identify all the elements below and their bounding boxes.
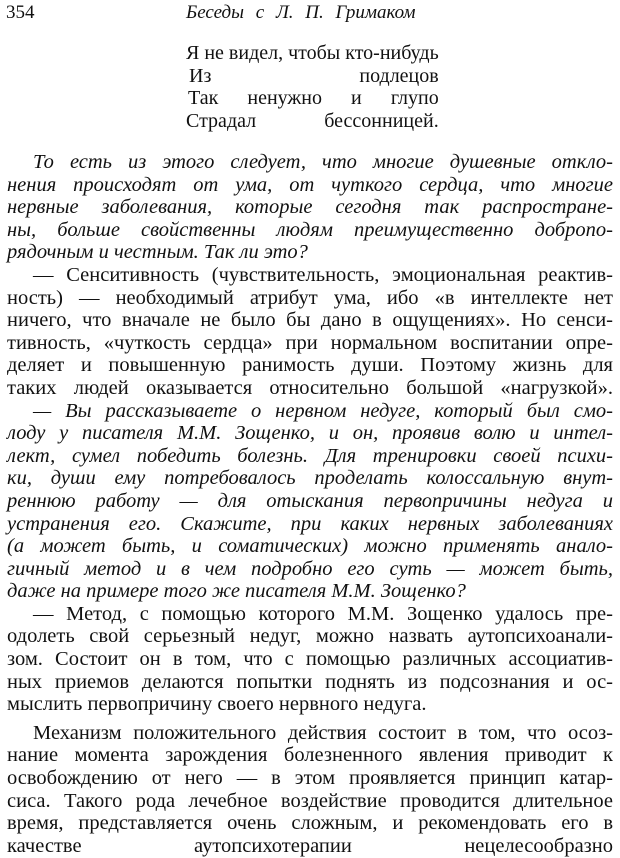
question-paragraph <box>7 151 613 264</box>
text-line: ных приемов делаются попытки поднять из подсознания и ос- <box>7 670 613 693</box>
text-line: — Вы рассказываете о нервном недуге, который был смо- <box>33 399 613 422</box>
text-line: мыслить первопричину своего нервного недуга. <box>7 693 427 716</box>
text-line: лоду у писателя М.М. Зощенко, и он, проявив волю и интел- <box>7 422 613 445</box>
text-line: даже на примере того же писателя М.М. Зощенко? <box>7 580 466 603</box>
text-line: деляет и повышенную ранимость души. Поэтому жизнь для <box>7 354 613 377</box>
text-line: (а может быть, и соматических) можно применять анало- <box>7 535 613 558</box>
text-line: сиса. Такого рода лечебное воздействие проводится длительное <box>7 789 613 812</box>
text-line: — Метод, с помощью которого М.М. Зощенко удалось пре- <box>33 602 613 625</box>
text-line: зом. Состоит он в том, что с помощью различных ассоциатив- <box>7 648 613 671</box>
text-line: освобождению от него — в этом проявляется принцип катар- <box>7 767 613 790</box>
text-line: одолеть свой серьезный недуг, можно назвать аутопсихоанали- <box>7 625 613 648</box>
poem-line: Я не видел, чтобы кто-нибудь <box>186 42 439 64</box>
body-paragraph <box>7 722 613 858</box>
text-line: рядочным и честным. Так ли это? <box>7 241 308 264</box>
text-line: — Сенситивность (чувствительность, эмоциональная реактив- <box>33 263 613 286</box>
poem-line: Из подлецов <box>189 64 439 87</box>
running-head: Беседы с Л. П. Гримаком <box>186 2 416 23</box>
text-line: тивность, «чуткость сердца» при нормальном воспитании опре- <box>7 331 613 354</box>
text-line: устранения его. Скажите, при каких нервных заболеваниях <box>7 512 613 535</box>
question-paragraph <box>7 400 613 603</box>
text-line: ничего, что вначале не было бы дано в ощущениях». Но сенси- <box>7 309 613 332</box>
text-line: ны, больше свойственны людям преимущественно добропо- <box>7 218 613 241</box>
body-text <box>7 151 613 857</box>
text-line: реннюю работу — для отыскания первопричины недуга и <box>7 489 613 512</box>
poem-line: Так ненужно и глупо <box>188 87 439 109</box>
text-line: нервные заболевания, которые сегодня так распростране- <box>7 196 613 219</box>
page-number: 354 <box>6 2 35 23</box>
poem-line: Страдал бессонницей. <box>186 109 439 132</box>
text-line: То есть из этого следует, что многие душевные откло- <box>33 151 613 173</box>
poem-quote <box>186 42 439 132</box>
answer-paragraph <box>7 603 613 716</box>
text-line: таких людей оказывается относительно большой «нагрузкой». <box>7 376 613 399</box>
text-line: лект, сумел победить болезнь. Для тренировки своей психи- <box>7 444 613 467</box>
text-line: гичный метод и в чем подробно его суть — может быть, <box>7 557 613 580</box>
text-line: нения происходят от ума, от чуткого сердца, что многие <box>7 173 613 196</box>
text-line: ки, души ему потребовалось проделать колоссальную внут- <box>7 467 613 490</box>
text-line: Механизм положительного действия состоит в том, что осоз- <box>33 721 613 744</box>
text-line: время, представляется очень сложным, и рекомендовать его в <box>7 812 613 835</box>
answer-paragraph <box>7 264 613 400</box>
text-line: нание момента зарождения болезненного явления приводит к <box>7 744 613 767</box>
text-line: качестве аутопсихотерапии нецелесообразно <box>7 834 613 857</box>
text-line: ность) — необходимый атрибут ума, ибо «в интеллекте нет <box>7 286 613 309</box>
